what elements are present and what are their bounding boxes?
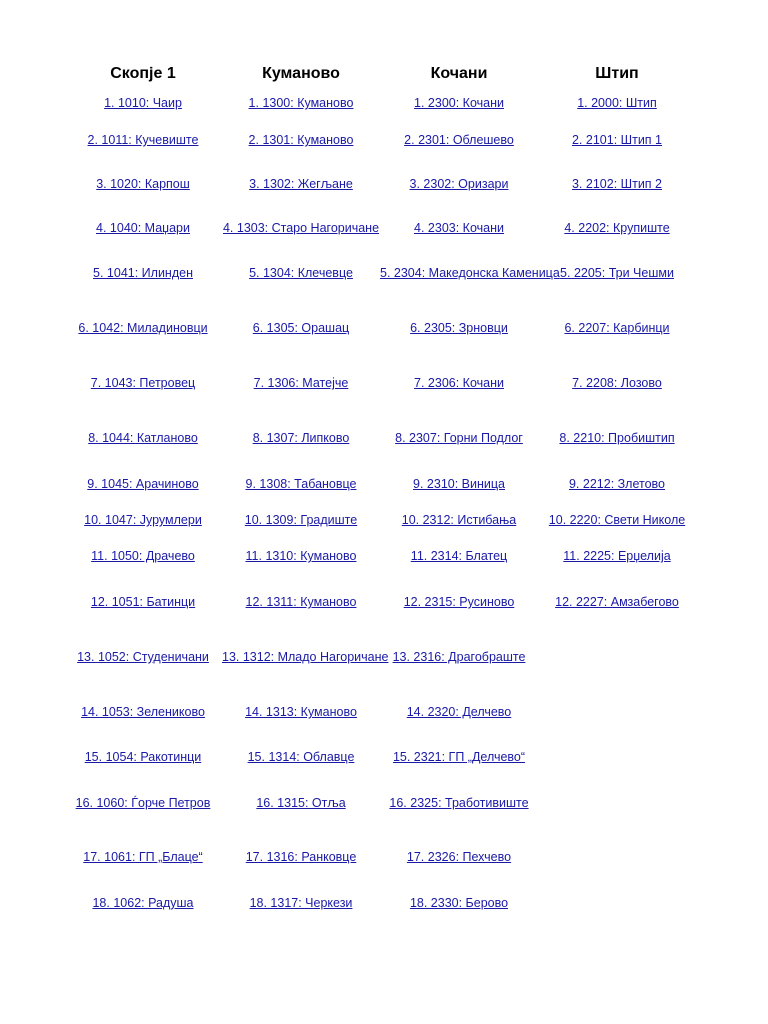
post-office-link[interactable]: 15. 1314: Облавце — [247, 750, 355, 764]
post-office-link[interactable]: 7. 2208: Лозово — [572, 376, 662, 390]
post-office-link[interactable]: 11. 2225: Ерџелија — [563, 549, 671, 563]
post-office-link[interactable]: 8. 2210: Пробиштип — [559, 431, 675, 445]
post-office-link[interactable]: 12. 1051: Батинци — [90, 595, 196, 609]
column-title: Скопје 1 — [110, 65, 176, 82]
post-office-link[interactable]: 11. 2314: Блатец — [410, 549, 508, 563]
post-office-link[interactable]: 10. 2312: Истибања — [401, 513, 517, 527]
post-office-link[interactable]: 1. 2000: Штип — [577, 96, 657, 110]
post-office-link[interactable]: 14. 2320: Делчево — [406, 705, 512, 719]
post-office-link[interactable]: 3. 1302: Жегљане — [249, 177, 353, 191]
post-office-link[interactable]: 6. 1305: Орашац — [252, 321, 350, 335]
post-office-link[interactable]: 15. 1054: Ракотинци — [84, 750, 202, 764]
post-office-link[interactable]: 1. 1010: Чаир — [104, 96, 182, 110]
post-office-link[interactable]: 12. 2227: Амзабегово — [555, 595, 679, 609]
column-shtip — [538, 0, 696, 1024]
post-office-link[interactable]: 13. 2316: Драгобраште — [392, 650, 526, 664]
post-office-link[interactable]: 9. 1308: Табановце — [245, 477, 357, 491]
post-office-link[interactable]: 5. 2205: Три Чешми — [560, 266, 674, 280]
post-office-link[interactable]: 2. 2301: Облешево — [404, 133, 514, 147]
post-office-link[interactable]: 11. 1310: Куманово — [245, 549, 357, 563]
post-office-link[interactable]: 6. 1042: Миладиновци — [78, 321, 208, 335]
post-office-link[interactable]: 13. 1052: Студеничани — [77, 650, 209, 664]
post-office-link[interactable]: 9. 2212: Злетово — [568, 477, 666, 491]
post-office-link[interactable]: 5. 1304: Клечевце — [249, 266, 353, 280]
post-office-link[interactable]: 18. 1062: Радуша — [92, 896, 194, 910]
post-office-link[interactable]: 16. 2325: Трaботивиште — [389, 796, 529, 810]
column-kumanovo — [222, 0, 389, 1024]
post-office-link[interactable]: 5. 1041: Илинден — [93, 266, 193, 280]
post-office-link[interactable]: 4. 1303: Старо Нагоричане — [222, 221, 380, 235]
post-office-link[interactable]: 11. 1050: Драчево — [91, 549, 195, 563]
post-office-link[interactable]: 7. 1306: Матејче — [253, 376, 349, 390]
post-office-link[interactable]: 4. 1040: Маџари — [96, 221, 190, 235]
post-office-link[interactable]: 15. 2321: ГП „Делчево“ — [392, 750, 526, 764]
post-office-link[interactable]: 17. 1316: Ранковце — [245, 850, 357, 864]
column-title: Штип — [595, 65, 639, 82]
post-office-link[interactable]: 13. 1312: Младо Нагоричане — [222, 650, 389, 664]
post-office-link[interactable]: 9. 2310: Виница — [413, 477, 505, 491]
post-office-link[interactable]: 2. 1011: Кучевиште — [87, 133, 199, 147]
post-office-link[interactable]: 18. 2330: Берово — [409, 896, 509, 910]
column-skopje — [64, 0, 222, 1024]
post-office-link[interactable]: 1. 2300: Кочани — [414, 96, 504, 110]
column-title: Кочани — [430, 65, 488, 82]
post-office-link[interactable]: 10. 1047: Јурумлери — [84, 513, 202, 527]
post-office-link[interactable]: 16. 1060: Ѓорче Петров — [75, 796, 211, 810]
post-office-link[interactable]: 6. 2207: Карбинци — [564, 321, 670, 335]
column-kochani — [380, 0, 560, 1024]
post-office-link[interactable]: 3. 2102: Штип 2 — [571, 177, 662, 191]
post-office-link[interactable]: 5. 2304: Македонска Каменица — [380, 266, 560, 280]
post-office-link[interactable]: 2. 2101: Штип 1 — [571, 133, 662, 147]
post-office-link[interactable]: 17. 1061: ГП „Блаце“ — [83, 850, 203, 864]
post-office-link[interactable]: 3. 1020: Карпош — [96, 177, 190, 191]
post-office-link[interactable]: 4. 2303: Кочани — [414, 221, 504, 235]
post-office-link[interactable]: 1. 1300: Куманово — [248, 96, 354, 110]
post-office-link[interactable]: 8. 1307: Липково — [252, 431, 350, 445]
post-office-link[interactable]: 10. 1309: Градиште — [244, 513, 358, 527]
post-office-link[interactable]: 14. 1313: Куманово — [245, 705, 357, 719]
post-office-link[interactable]: 9. 1045: Арачиново — [87, 477, 199, 491]
post-office-link[interactable]: 10. 2220: Свети Николе — [548, 513, 686, 527]
post-office-link[interactable]: 16. 1315: Отља — [256, 796, 346, 810]
post-office-link[interactable]: 6. 2305: Зрновци — [410, 321, 508, 335]
post-office-link[interactable]: 17. 2326: Пехчево — [406, 850, 512, 864]
post-office-link[interactable]: 4. 2202: Крупиште — [564, 221, 670, 235]
column-title: Куманово — [262, 65, 340, 82]
post-office-link[interactable]: 18. 1317: Черкези — [249, 896, 353, 910]
post-office-link[interactable]: 3. 2302: Оризари — [409, 177, 509, 191]
post-office-link[interactable]: 7. 1043: Петровец — [90, 376, 196, 390]
post-office-link[interactable]: 8. 2307: Горни Подлог — [395, 431, 523, 445]
post-office-link[interactable]: 2. 1301: Куманово — [248, 133, 354, 147]
post-office-link[interactable]: 14. 1053: Зелениково — [81, 705, 205, 719]
post-office-link[interactable]: 8. 1044: Катланово — [88, 431, 198, 445]
post-office-link[interactable]: 12. 2315: Русиново — [403, 595, 515, 609]
post-office-link[interactable]: 12. 1311: Куманово — [245, 595, 357, 609]
post-office-link[interactable]: 7. 2306: Кочани — [414, 376, 504, 390]
